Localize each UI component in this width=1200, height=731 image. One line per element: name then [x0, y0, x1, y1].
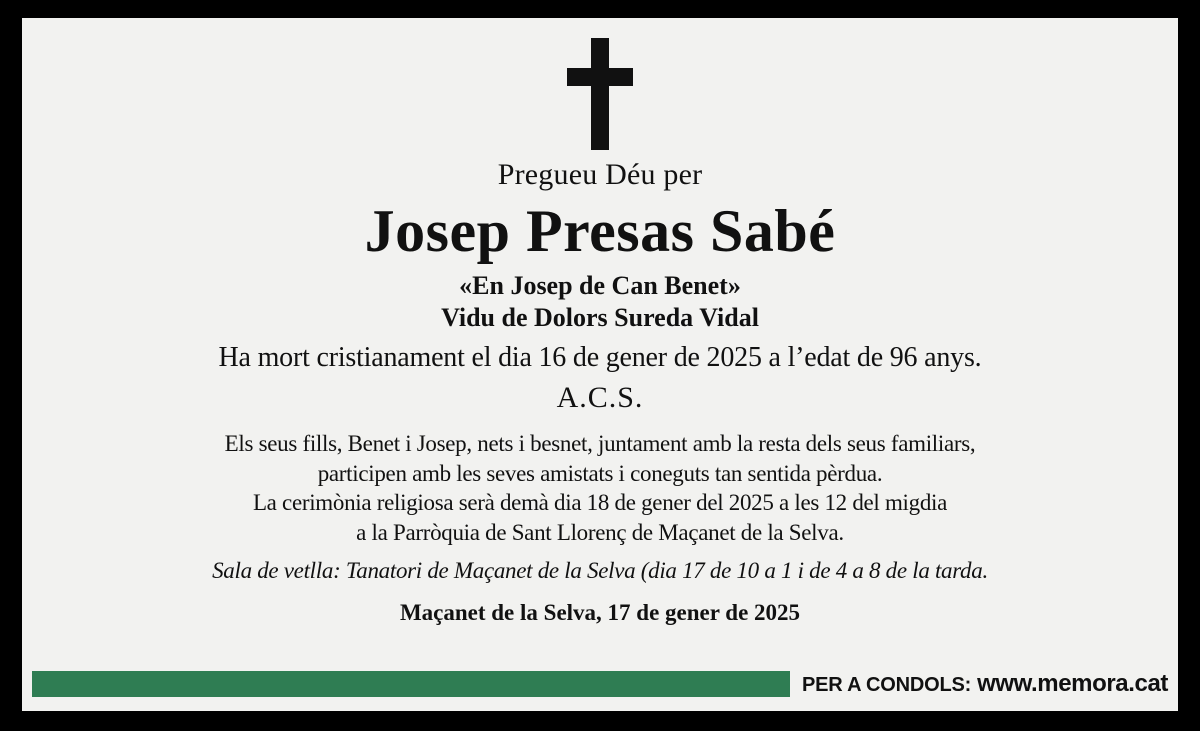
deceased-name: Josep Presas Sabé	[364, 197, 836, 264]
spouse-line: Vidu de Dolors Sureda Vidal	[441, 302, 759, 332]
place-and-date: Maçanet de la Selva, 17 de gener de 2025	[399, 599, 801, 625]
latin-cross-icon	[563, 38, 637, 150]
acs-line: A.C.S.	[556, 381, 644, 415]
deceased-nickname: «En Josep de Can Benet»	[459, 270, 741, 300]
ceremony-line: La cerimònia religiosa serà demà dia 18 de gener del 2025 a les 12 del migdia	[252, 490, 948, 516]
footer	[32, 667, 1168, 701]
family-message	[225, 427, 976, 546]
condolences-block	[790, 670, 1168, 698]
death-info-line: Ha mort cristianament el dia 16 de gener de 2025 a l’edat de 96 anys.	[218, 342, 982, 373]
family-message-line: participen amb les seves amistats i coneguts tan sentida pèrdua.	[317, 460, 883, 486]
ceremony-line: a la Parròquia de Sant Llorenç de Maçanet de la Selva.	[356, 520, 844, 546]
family-message-line: Els seus fills, Benet i Josep, nets i besnet, juntament amb la resta dels seus familiars,	[224, 430, 976, 456]
obituary-card	[22, 18, 1178, 711]
condolences-url-link[interactable]: www.memora.cat	[977, 670, 1168, 697]
pray-line: Pregueu Déu per	[497, 158, 703, 191]
wake-room-line: Sala de vetlla: Tanatori de Maçanet de la Selva (dia 17 de 10 a 1 i de 4 a 8 de la tarda.	[212, 557, 988, 583]
condolences-label: PER A CONDOLS:	[802, 674, 972, 696]
footer-green-bar	[32, 671, 790, 697]
